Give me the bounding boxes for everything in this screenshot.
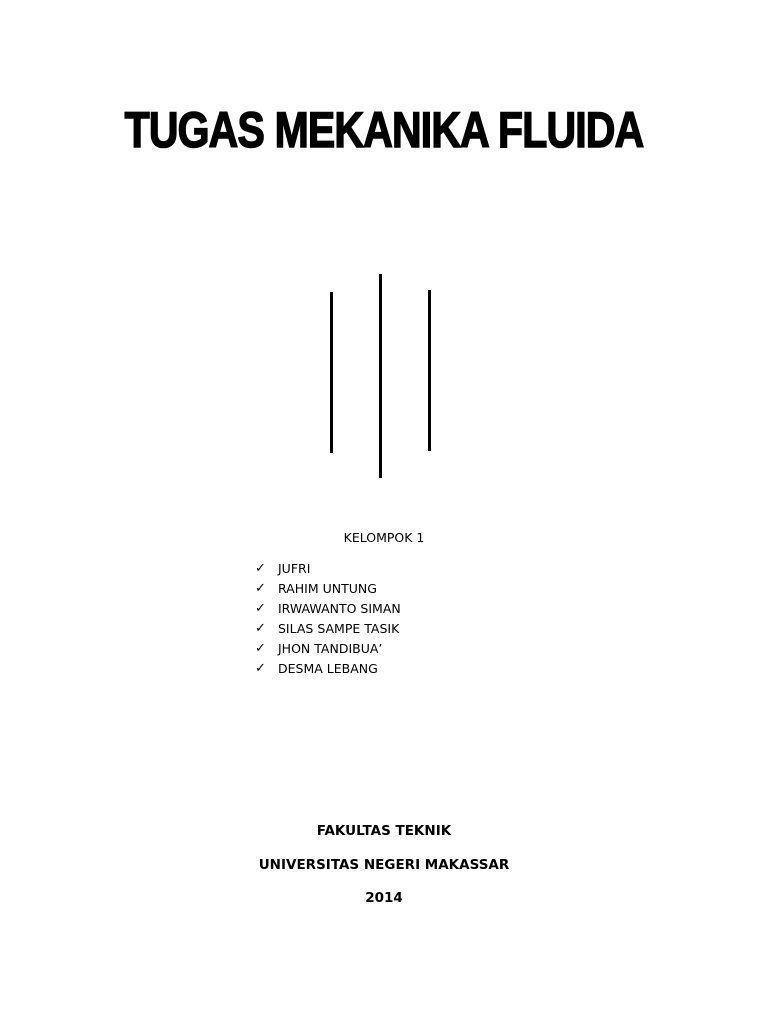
document-title: TUGAS MEKANIKA FLUIDA [124,102,644,158]
list-item [255,579,401,599]
member-name: RAHIM UNTUNG [278,581,377,596]
year: 2014 [365,890,403,906]
member-name: SILAS SAMPE TASIK [278,621,400,636]
list-item [255,599,401,619]
list-item [255,639,401,659]
member-name: IRWAWANTO SIMAN [278,601,401,616]
group-label: KELOMPOK 1 [343,530,425,545]
decorative-line-right [428,290,431,451]
member-list [255,559,401,679]
list-item [255,619,401,639]
university-name: UNIVERSITAS NEGERI MAKASSAR [258,857,510,873]
faculty-name: FAKULTAS TEKNIK [316,823,452,839]
member-name: DESMA LEBANG [278,661,378,676]
check-icon: ✓ [255,641,266,656]
decorative-line-left [330,292,333,453]
check-icon: ✓ [255,581,266,596]
list-item [255,659,401,679]
check-icon: ✓ [255,661,266,676]
list-item [255,559,401,579]
member-name: JUFRI [278,561,311,576]
member-name: JHON TANDIBUA’ [278,641,383,656]
check-icon: ✓ [255,621,266,636]
check-icon: ✓ [255,561,266,576]
decorative-line-middle [379,274,382,478]
check-icon: ✓ [255,601,266,616]
